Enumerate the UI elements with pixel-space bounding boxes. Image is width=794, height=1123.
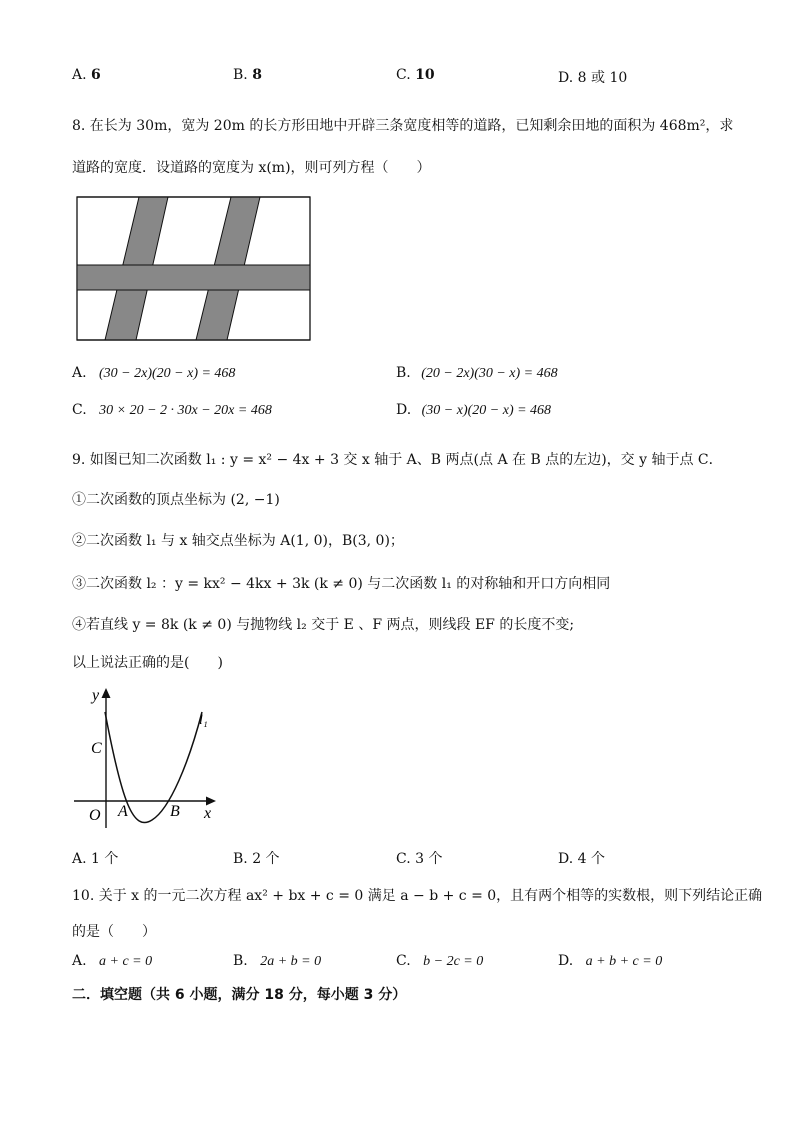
option-letter: D. [558, 70, 574, 86]
q10-stem-line1: 10. 关于 x 的一元二次方程 ax² + bx + c = 0 满足 a − b + c = 0，且有两个相等的实数根，则下列结论正确 [72, 888, 763, 904]
q9-statement-1: ①二次函数的顶点坐标为 (2, −1) [72, 492, 280, 508]
option-text: a + b + c = 0 [585, 954, 663, 969]
q9-statement-2: ②二次函数 l₁ 与 x 轴交点坐标为 A(1, 0)，B(3, 0)； [72, 533, 404, 549]
point-b-label: B [170, 803, 180, 820]
option-text: 8 或 10 [577, 70, 628, 86]
q9-option-c [396, 848, 442, 868]
option-text: b − 2c = 0 [423, 954, 484, 969]
q8-option-a [72, 365, 235, 382]
q7-option-b [233, 67, 262, 83]
option-letter: C. [396, 851, 411, 867]
parabola-graph [70, 682, 230, 830]
q10-option-b [233, 953, 321, 970]
option-text: 10 [415, 67, 435, 83]
option-letter: C. [72, 402, 87, 418]
option-letter: A. [72, 67, 87, 83]
q10-option-c [396, 953, 483, 970]
option-letter: C. [396, 67, 411, 83]
point-a-label: A [118, 803, 128, 820]
q8-option-c [72, 402, 272, 419]
road-horizontal [77, 265, 310, 290]
q8-option-d [396, 402, 551, 419]
q9-question: 以上说法正确的是( ) [72, 655, 223, 671]
q9-option-d [558, 848, 605, 868]
origin-label: O [89, 807, 101, 824]
option-text: a + c = 0 [99, 954, 153, 969]
option-letter: A. [72, 365, 87, 381]
y-axis-arrow [102, 688, 111, 698]
option-letter: A. [72, 953, 87, 969]
q9-option-a [72, 848, 118, 868]
option-text: 2 个 [252, 851, 280, 867]
q8-stem-line1: 8. 在长为 30m，宽为 20m 的长方形田地中开辟三条宽度相等的道路，已知剩余田地的面积为 468m²，求 [72, 118, 734, 134]
option-text: (30 − 2x)(20 − x) = 468 [99, 366, 236, 381]
q7-option-c [396, 67, 435, 83]
q8-option-b [396, 365, 558, 382]
q9-statement-3: ③二次函数 l₂ ：y = kx² − 4kx + 3k (k ≠ 0) 与二次函数 l₁ 的对称轴和开口方向相同 [72, 576, 611, 592]
q10-option-d [558, 953, 662, 970]
option-letter: B. [233, 67, 248, 83]
road-field-figure [76, 196, 312, 342]
option-text: 8 [252, 67, 262, 83]
q10-stem-line2: 的是（ ） [72, 924, 156, 940]
x-label: x [204, 805, 212, 822]
y-label: y [92, 687, 100, 704]
option-text: 1 个 [91, 851, 119, 867]
q9-stem: 9. 如图已知二次函数 l₁ : y = x² − 4x + 3 交 x 轴于 A、B 两点(点 A 在 B 点的左边)，交 y 轴于点 C． [72, 452, 723, 468]
option-text: 2a + b = 0 [260, 954, 322, 969]
q7-option-a [72, 67, 101, 83]
curve-label: l₁ [199, 713, 208, 728]
option-text: 4 个 [577, 851, 605, 867]
option-letter: C. [396, 953, 411, 969]
q7-option-d [558, 67, 627, 87]
option-text: 30 × 20 − 2 · 30x − 20x = 468 [99, 403, 272, 418]
option-letter: B. [233, 953, 248, 969]
option-text: (20 − 2x)(30 − x) = 468 [421, 366, 558, 381]
option-text: 6 [91, 67, 101, 83]
option-text: (30 − x)(20 − x) = 468 [421, 403, 552, 418]
section-heading: 二．填空题（共 6 小题，满分 18 分，每小题 3 分） [72, 987, 407, 1003]
point-c-label: C [91, 740, 102, 757]
option-letter: D. [558, 953, 574, 969]
q8-stem-line2: 道路的宽度．设道路的宽度为 x(m)，则可列方程（ ） [72, 160, 431, 176]
q9-statement-4: ④若直线 y = 8k (k ≠ 0) 与抛物线 l₂ 交于 E 、F 两点，则线段 EF 的长度不变; [72, 617, 575, 633]
option-letter: D. [558, 851, 574, 867]
option-letter: B. [233, 851, 248, 867]
option-text: 3 个 [415, 851, 443, 867]
option-letter: B. [396, 365, 411, 381]
option-letter: D. [396, 402, 412, 418]
q10-option-a [72, 953, 152, 970]
option-letter: A. [72, 851, 87, 867]
q9-option-b [233, 848, 280, 868]
